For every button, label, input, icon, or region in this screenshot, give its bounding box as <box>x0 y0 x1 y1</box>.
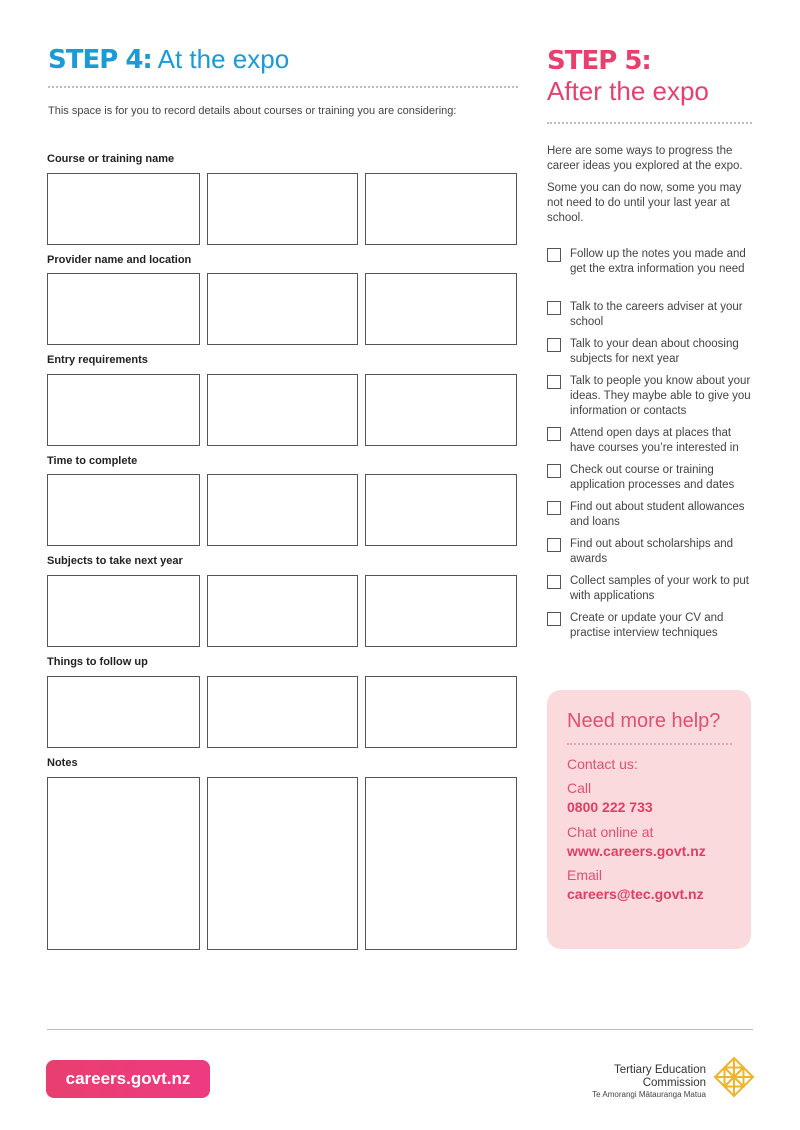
provider-field-2[interactable] <box>207 273 358 345</box>
checklist-item[interactable] <box>547 611 757 641</box>
time-field-2[interactable] <box>207 474 358 546</box>
email-link[interactable]: careers@tec.govt.nz <box>567 886 704 902</box>
section-label-provider: Provider name and location <box>47 254 192 266</box>
checklist-item-label: Find out about scholarships and awards <box>570 538 734 565</box>
entry-field-1[interactable] <box>47 374 200 446</box>
section-label-time: Time to complete <box>47 455 138 467</box>
subjects-field-3[interactable] <box>365 575 517 647</box>
tec-logo-icon <box>713 1056 755 1098</box>
call-label: Call <box>567 780 592 796</box>
step4-divider <box>48 86 518 88</box>
checklist-item-label: Collect samples of your work to put with applications <box>570 575 749 602</box>
website-link[interactable]: www.careers.govt.nz <box>567 843 706 859</box>
checklist-item-label: Talk to your dean about choosing subjects for next year <box>570 338 739 365</box>
tec-name-line2: Commission <box>642 1077 706 1089</box>
footer-divider <box>47 1029 753 1030</box>
step4-label: STEP 4: <box>48 45 152 75</box>
checklist-item-label: Talk to people you know about your ideas. They maybe able to give you information or contacts <box>570 375 751 417</box>
checkbox[interactable] <box>547 248 561 262</box>
course-field-2[interactable] <box>207 173 358 245</box>
entry-field-2[interactable] <box>207 374 358 446</box>
checklist-item[interactable] <box>547 337 757 367</box>
help-divider <box>567 743 732 745</box>
tec-maori-name: Te Amorangi Mātauranga Matua <box>592 1090 706 1099</box>
checklist-item-label: Talk to the careers adviser at your school <box>570 301 743 328</box>
provider-field-1[interactable] <box>47 273 200 345</box>
chat-label: Chat online at <box>567 824 654 840</box>
step5-intro: Here are some ways to progress the career ideas you explored at the expo. <box>547 145 743 172</box>
entry-field-3[interactable] <box>365 374 517 446</box>
checklist-item[interactable] <box>547 300 757 330</box>
section-label-course: Course or training name <box>47 153 175 165</box>
checkbox[interactable] <box>547 575 561 589</box>
checkbox[interactable] <box>547 501 561 515</box>
checkbox[interactable] <box>547 427 561 441</box>
notes-field-1[interactable] <box>47 777 200 950</box>
course-field-3[interactable] <box>365 173 517 245</box>
section-label-entry: Entry requirements <box>47 354 148 366</box>
checkbox[interactable] <box>547 538 561 552</box>
checklist-item-label: Create or update your CV and practise interview techniques <box>570 612 724 639</box>
followup-field-1[interactable] <box>47 676 200 748</box>
checklist-item[interactable] <box>547 426 757 456</box>
careers-site-button[interactable]: careers.govt.nz <box>46 1060 210 1098</box>
checkbox[interactable] <box>547 464 561 478</box>
checkbox[interactable] <box>547 375 561 389</box>
provider-field-3[interactable] <box>365 273 517 345</box>
course-field-1[interactable] <box>47 173 200 245</box>
checklist-item[interactable] <box>547 500 757 530</box>
step4-title: At the expo <box>157 44 290 74</box>
followup-field-2[interactable] <box>207 676 358 748</box>
notes-field-3[interactable] <box>365 777 517 950</box>
checkbox[interactable] <box>547 301 561 315</box>
step5-divider <box>547 122 752 124</box>
checkbox[interactable] <box>547 612 561 626</box>
checklist-item[interactable] <box>547 374 757 419</box>
email-label: Email <box>567 867 603 883</box>
step4-heading <box>48 44 289 75</box>
tec-name <box>614 1064 706 1090</box>
checklist-item[interactable] <box>547 537 757 567</box>
step5-label: STEP 5: <box>547 46 651 76</box>
step5-heading <box>547 46 709 106</box>
help-title: Need more help? <box>567 710 721 732</box>
step5-note: Some you can do now, some you may not need to do until your last year at school. <box>547 182 742 224</box>
subjects-field-2[interactable] <box>207 575 358 647</box>
tec-name-line1: Tertiary Education <box>613 1064 706 1076</box>
time-field-1[interactable] <box>47 474 200 546</box>
section-label-notes: Notes <box>47 757 78 769</box>
checklist-item[interactable] <box>547 574 757 604</box>
subjects-field-1[interactable] <box>47 575 200 647</box>
step5-title: After the expo <box>547 76 709 106</box>
checklist-item[interactable] <box>547 247 757 277</box>
help-panel <box>547 690 751 949</box>
checkbox[interactable] <box>547 338 561 352</box>
contact-label: Contact us: <box>567 756 638 772</box>
time-field-3[interactable] <box>365 474 517 546</box>
checklist-item[interactable] <box>547 463 757 493</box>
phone-link[interactable]: 0800 222 733 <box>567 799 653 815</box>
followup-field-3[interactable] <box>365 676 517 748</box>
section-label-followup: Things to follow up <box>47 656 148 668</box>
section-label-subjects: Subjects to take next year <box>47 555 183 567</box>
notes-field-2[interactable] <box>207 777 358 950</box>
checklist-item-label: Follow up the notes you made and get the extra information you need <box>570 248 746 275</box>
step4-intro: This space is for you to record details about courses or training you are considering: <box>48 105 457 117</box>
checklist-item-label: Attend open days at places that have courses you’re interested in <box>570 427 739 454</box>
checklist-item-label: Check out course or training application processes and dates <box>570 464 735 491</box>
checklist-item-label: Find out about student allowances and loans <box>570 501 745 528</box>
